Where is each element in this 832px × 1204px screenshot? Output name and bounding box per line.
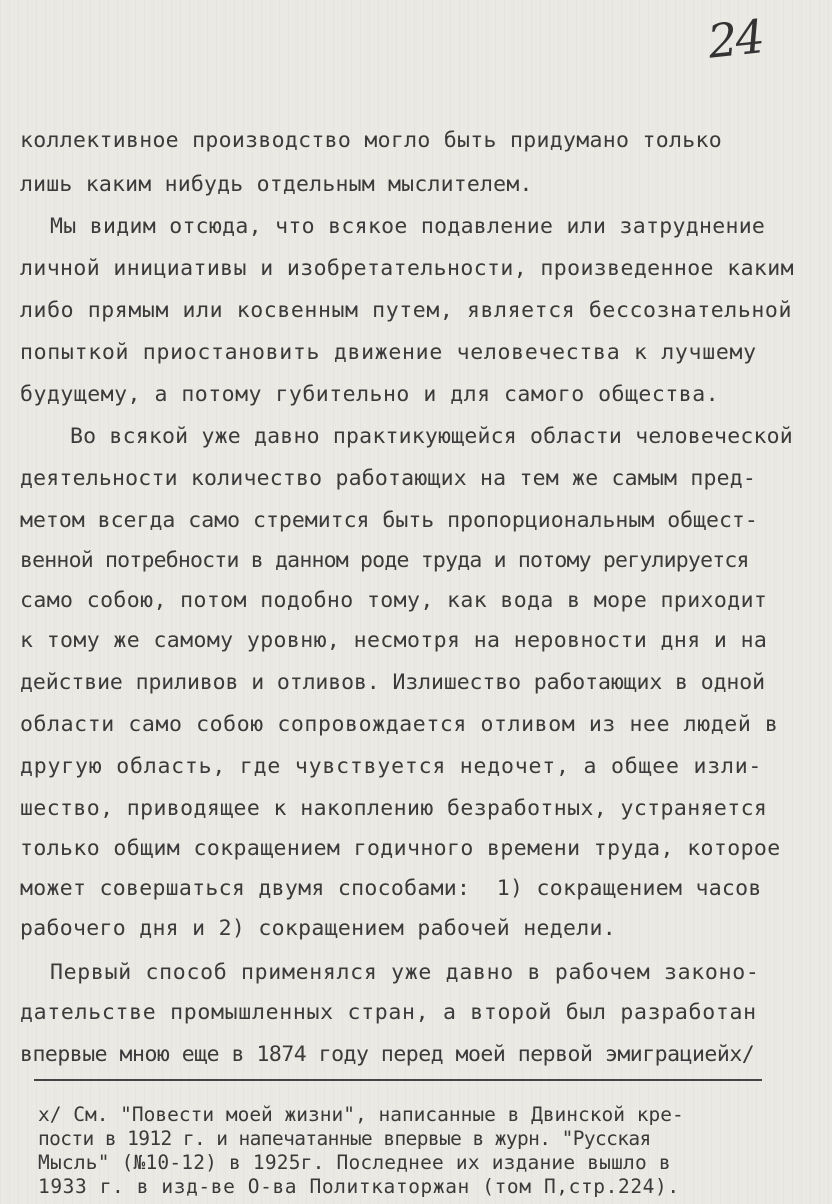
- text-line: венной потребности в данном роде труда и потому регулируется: [20, 548, 749, 573]
- text-line: личной инициативы и изобретательности, произведенное каким: [20, 256, 794, 281]
- page-number: 24: [705, 9, 766, 69]
- text-line: области само собою сопровождается отливом из нее людей в: [20, 712, 779, 737]
- text-line: будущему, а потому губительно и для самого общества.: [20, 382, 720, 407]
- footnote-line: 1933 г. в изд-ве О-ва Политкаторжан (том П,стр.224).: [38, 1175, 680, 1198]
- text-line: впервые мною еще в 1874 году перед моей первой эмиграциейх/: [20, 1042, 755, 1067]
- text-line: Первый способ применялся уже давно в рабочем законо-: [50, 960, 760, 985]
- text-line: рабочего дня и 2) сокращением рабочей недели.: [20, 916, 616, 941]
- footnote-line: х/ См. "Повести моей жизни", написанные в Двинской кре-: [38, 1103, 684, 1126]
- text-line: коллективное производство могло быть придумано только: [20, 128, 722, 153]
- text-line: деятельности количество работающих на тем же самым пред-: [20, 466, 757, 491]
- footnote-line: пости в 1912 г. и напечатанные впервые в журн. "Русская: [38, 1127, 651, 1150]
- footnote-line: Мысль" (№10-12) в 1925г. Последнее их издание вышло в: [38, 1151, 671, 1174]
- footnote-divider: [34, 1079, 762, 1081]
- text-line: другую область, где чувствуется недочет, а общее изли-: [20, 754, 763, 779]
- text-line: Во всякой уже давно практикующейся области человеческой: [70, 424, 793, 449]
- text-line: шество, приводящее к накоплению безработных, устраняется: [20, 796, 768, 821]
- text-line: действие приливов и отливов. Излишество работающих в одной: [20, 670, 765, 695]
- text-line: метом всегда само стремится быть пропорциональным общест-: [20, 508, 758, 533]
- text-line: попыткой приостановить движение человечества к лучшему: [20, 340, 757, 365]
- text-line: либо прямым или косвенным путем, является бессознательной: [20, 298, 793, 323]
- text-line: к тому же самому уровню, несмотря на неровности дня и на: [20, 628, 768, 653]
- text-line: лишь каким нибудь отдельным мыслителем.: [20, 172, 533, 197]
- text-line: само собою, потом подобно тому, как вода в море приходит: [20, 588, 768, 613]
- text-line: дательстве промышленных стран, а второй был разработан: [20, 1000, 757, 1025]
- text-line: может совершаться двумя способами: 1) сокращением часов: [20, 876, 762, 901]
- text-line: только общим сокращением годичного времени труда, которое: [20, 836, 781, 861]
- text-line: Мы видим отсюда, что всякое подавление или затруднение: [50, 214, 766, 239]
